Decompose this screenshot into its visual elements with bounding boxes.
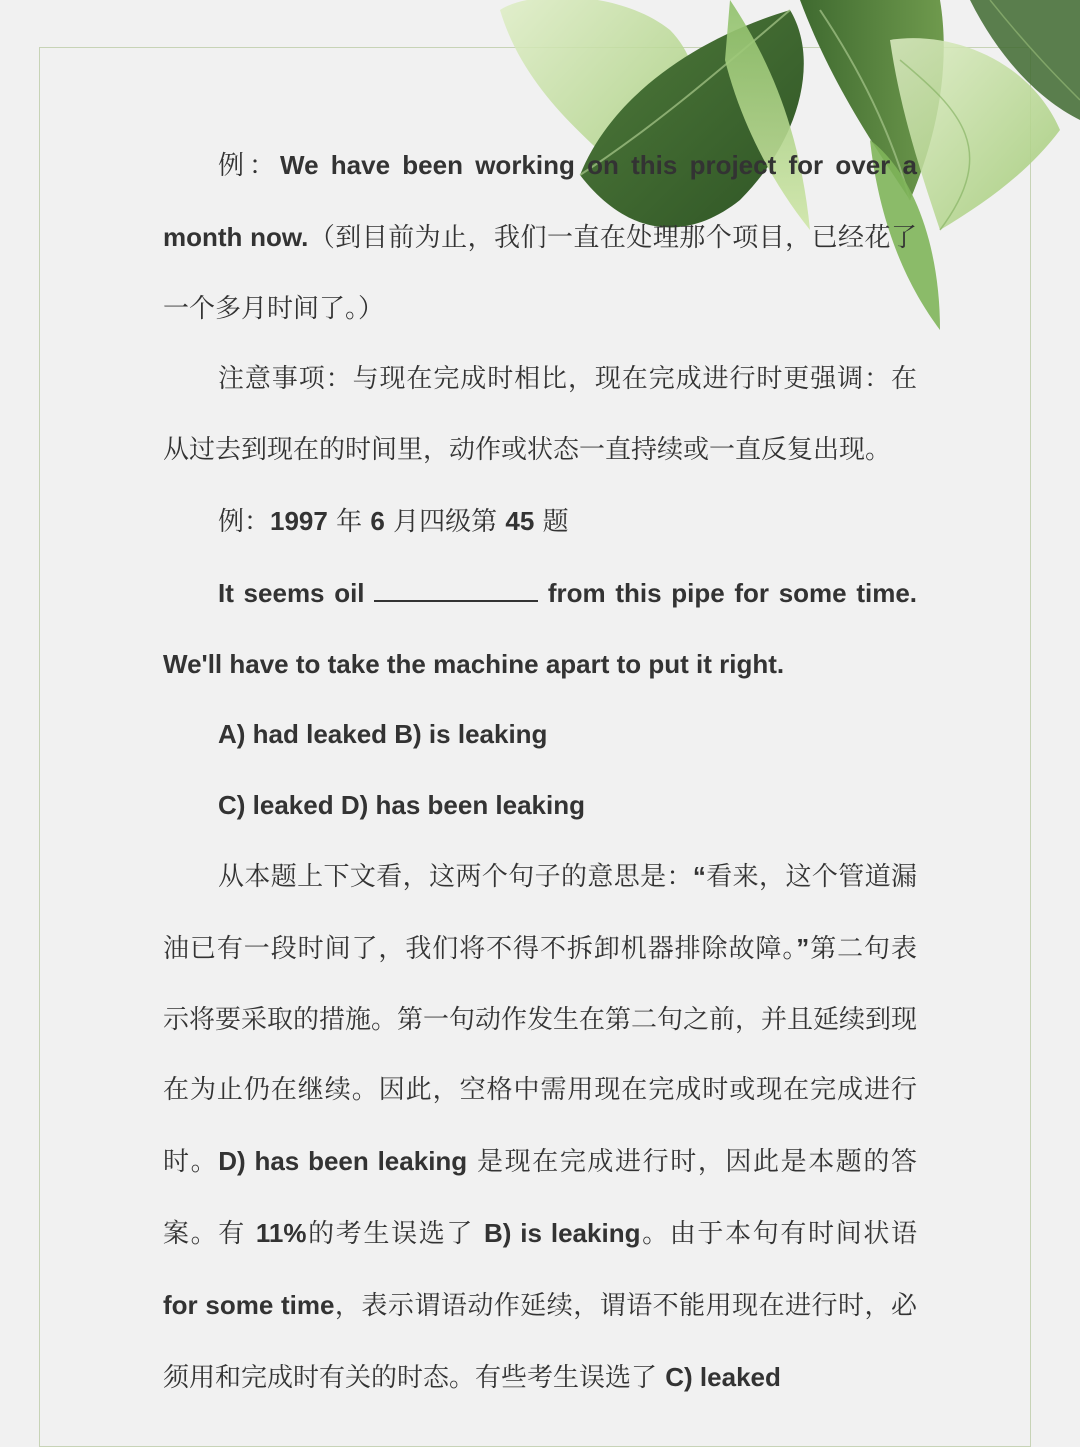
- explanation-paragraph: 从本题上下文看，这两个句子的意思是：“看来，这个管道漏油已有一段时间了，我们将不得不拆卸机器排除故障。”第二句表示将要采取的措施。第一句动作发生在第二句之前，并且延续到现在为止仍在继续。因此，空格中需用现在完成时或现在完成进行时。D) has been leaking 是现在完成进行时，因此是本题的答案。有 11%的考生误选了 B) is leaking。由于本句有时间状语 for some time，表示谓语动作延续，谓语不能用现在进行时，必须用和完成时有关的时态。有些考生误选了 C) leaked: [163, 860, 918, 1393]
- options-line-2: C) leaked D) has been leaking: [218, 790, 586, 821]
- question-text: It seems oil from this pipe for some time. We'll have to take the machine apart to put it right.: [163, 577, 917, 679]
- answer-blank: [374, 578, 538, 602]
- options-line-1: A) had leaked B) is leaking: [218, 719, 548, 750]
- example-2-heading: 例：1997 年 6 月四级第 45 题: [218, 505, 569, 537]
- note-paragraph: 注意事项：与现在完成时相比，现在完成进行时更强调：在从过去到现在的时间里，动作或状态一直持续或一直反复出现。: [163, 364, 917, 466]
- article-body: [163, 130, 917, 1413]
- example-paragraph-1: 例：We have been working on this project for over a month now.（到目前为止，我们一直在处理那个项目，已经花了一个多月时间了。）: [163, 150, 917, 324]
